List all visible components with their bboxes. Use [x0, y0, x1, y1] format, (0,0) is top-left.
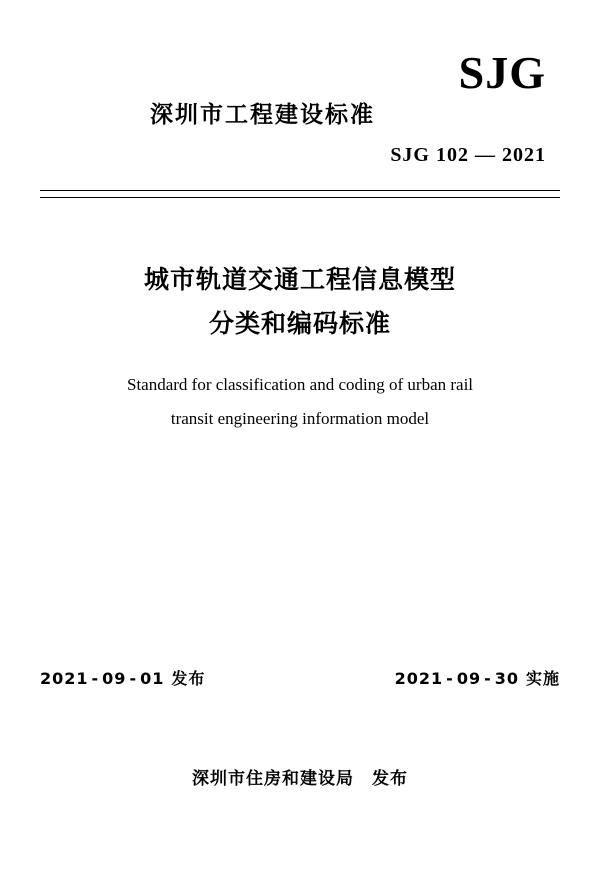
issue-date-month: 09	[102, 669, 127, 688]
english-title-line-1: Standard for classification and coding of urban rail	[126, 374, 474, 394]
series-title: 深圳市工程建设标准	[150, 102, 375, 128]
divider-top	[40, 190, 560, 191]
effective-date-label: 实施	[525, 669, 560, 688]
document-cover-page	[0, 34, 600, 882]
divider-bottom	[40, 197, 560, 198]
standard-number: SJG 102 — 2021	[390, 144, 546, 166]
effective-date-day: 30	[494, 669, 519, 688]
publisher-line	[0, 764, 600, 789]
effective-date	[395, 666, 560, 689]
issue-date-day: 01	[140, 669, 165, 688]
sjg-logo: SJG	[458, 47, 546, 98]
cover-header	[40, 34, 560, 184]
title-block	[40, 258, 560, 436]
chinese-title-line-2: 分类和编码标准	[208, 308, 391, 338]
issue-date-year: 2021	[40, 669, 89, 688]
english-title-line-2: transit engineering information model	[170, 408, 430, 428]
effective-date-month: 09	[456, 669, 482, 688]
date-row	[40, 666, 560, 689]
issue-date-sep-2: -	[129, 669, 138, 688]
effective-date-sep-1: -	[446, 669, 454, 688]
issue-date-label: 发布	[171, 669, 206, 688]
publisher-action: 发布	[372, 769, 408, 789]
issue-date-sep-1: -	[91, 669, 100, 688]
effective-date-sep-2: -	[484, 669, 492, 688]
issue-date	[40, 666, 205, 689]
chinese-title-line-1: 城市轨道交通工程信息模型	[143, 265, 456, 294]
publisher-name: 深圳市住房和建设局	[192, 769, 354, 789]
effective-date-year: 2021	[394, 669, 444, 688]
